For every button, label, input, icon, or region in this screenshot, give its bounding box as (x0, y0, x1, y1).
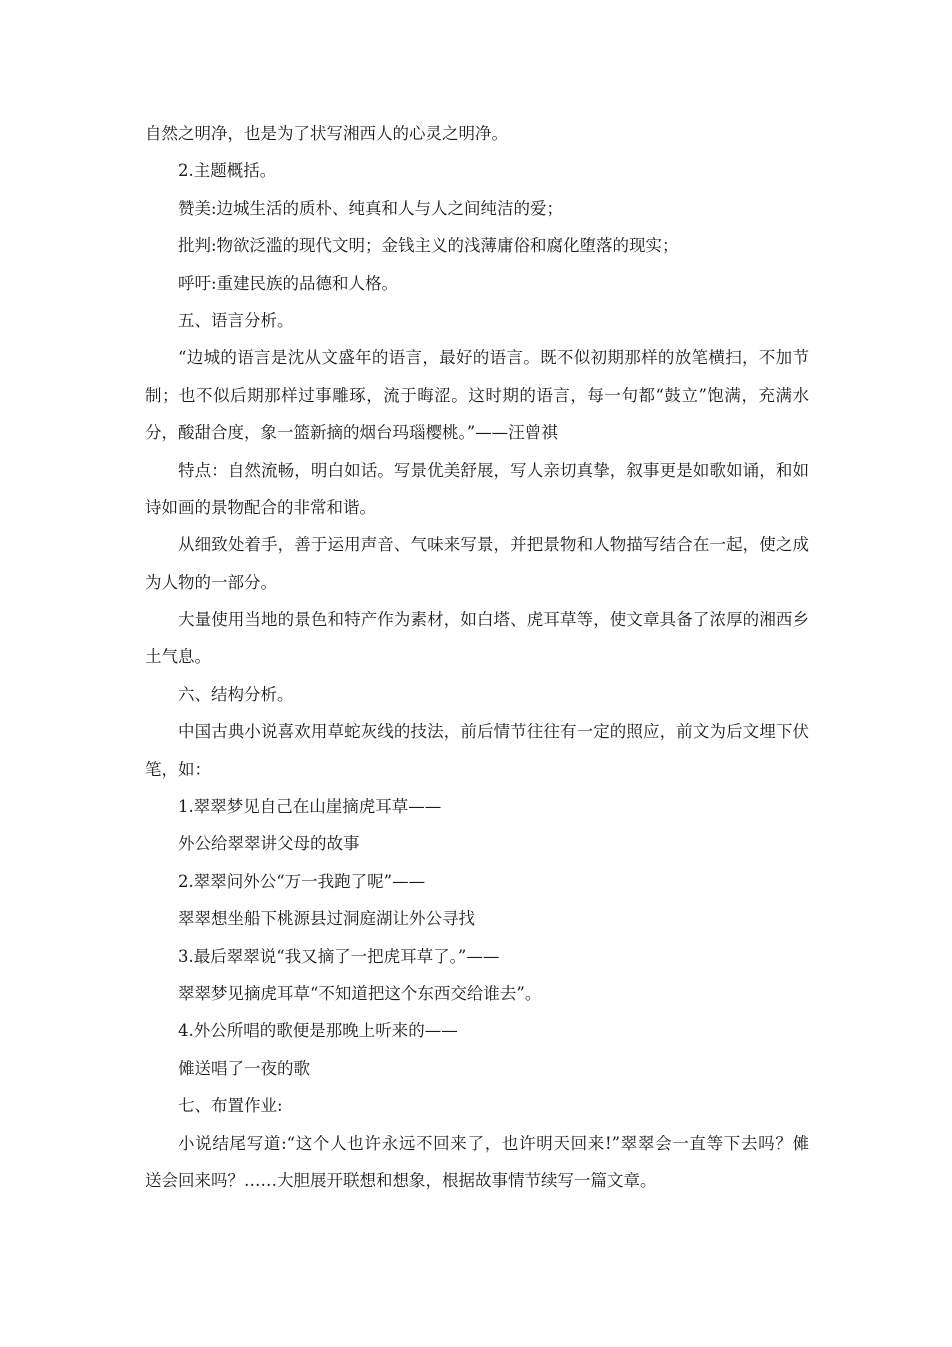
subheading-theme-summary (145, 152, 952, 189)
text-line: “边城的语言是沈从文盛年的语言，最好的语言。既不似初期那样的放笔横扫，不加节 (178, 348, 809, 368)
text-line: 翠翠梦见摘虎耳草“不知道把这个东西交给谁去”。 (178, 983, 542, 1003)
text-line: 从细致处着手，善于运用声音、气味来写景，并把景物和人物描写结合在一起，使之成 (178, 535, 809, 555)
text-line: 3.最后翠翠说“我又摘了一把虎耳草了。”—— (178, 946, 500, 966)
text-line: 制；也不似后期那样过事雕琢，流于晦涩。这时期的语言，每一句都“鼓立”饱满，充满水 (145, 385, 809, 405)
language-feature-details (145, 526, 952, 601)
foreshadowing-item-2 (145, 863, 952, 900)
theme-praise (145, 190, 952, 227)
text-line: 外公给翠翠讲父母的故事 (178, 834, 360, 854)
text-line: 五、语言分析。 (178, 310, 294, 330)
text-line: 4.外公所唱的歌便是那晚上听来的—— (178, 1021, 458, 1041)
foreshadowing-item-3 (145, 938, 952, 975)
text-line: 分，酸甜合度，象一篮新摘的烟台玛瑙樱桃。”——汪曾祺 (145, 423, 558, 443)
text-line: 傩送唱了一夜的歌 (178, 1058, 310, 1078)
homework-prompt (145, 1125, 952, 1200)
text-line: 中国古典小说喜欢用草蛇灰线的技法，前后情节往往有一定的照应，前文为后文埋下伏 (178, 722, 809, 742)
theme-appeal (145, 265, 952, 302)
section-heading-structure-analysis (145, 676, 952, 713)
paragraph-continuation (145, 115, 952, 152)
foreshadowing-echo-2 (145, 900, 952, 937)
foreshadowing-item-1 (145, 788, 952, 825)
theme-criticism (145, 227, 952, 264)
foreshadowing-item-4 (145, 1012, 952, 1049)
text-line: 小说结尾写道:“这个人也许永远不回来了，也许明天回来!”翠翠会一直等下去吗？傩 (178, 1133, 809, 1153)
text-line: 翠翠想坐船下桃源县过洞庭湖让外公寻找 (178, 909, 475, 929)
text-line: 为人物的一部分。 (145, 572, 277, 592)
text-line: 特点：自然流畅，明白如话。写景优美舒展，写人亲切真挚，叙事更是如歌如诵，和如 (178, 460, 809, 480)
text-line: 七、布置作业: (178, 1096, 283, 1116)
language-feature-local-color (145, 601, 952, 676)
text-line: 大量使用当地的景色和特产作为素材，如白塔、虎耳草等，使文章具备了浓厚的湘西乡 (178, 610, 809, 630)
text-line: 2.主题概括。 (178, 161, 277, 181)
quote-wang-zengqi (145, 339, 952, 451)
text-line: 自然之明净，也是为了状写湘西人的心灵之明净。 (145, 124, 508, 143)
text-line: 批判:物欲泛滥的现代文明；金钱主义的浅薄庸俗和腐化堕落的现实； (178, 236, 679, 256)
section-heading-homework (145, 1087, 952, 1124)
foreshadowing-echo-1 (145, 825, 952, 862)
text-line: 呼吁:重建民族的品德和人格。 (178, 273, 399, 293)
foreshadowing-echo-3 (145, 975, 952, 1012)
text-line: 六、结构分析。 (178, 684, 294, 704)
text-line: 2.翠翠问外公“万一我跑了呢”—— (178, 871, 426, 891)
text-line: 送会回来吗？……大胆展开联想和想象，根据故事情节续写一篇文章。 (145, 1170, 657, 1190)
text-line: 1.翠翠梦见自己在山崖摘虎耳草—— (178, 797, 442, 817)
text-line: 诗如画的景物配合的非常和谐。 (145, 497, 376, 517)
foreshadowing-echo-4 (145, 1050, 952, 1087)
text-line: 赞美:边城生活的质朴、纯真和人与人之间纯洁的爱； (178, 198, 564, 218)
structure-intro (145, 713, 952, 788)
language-feature-natural (145, 452, 952, 527)
section-heading-language-analysis (145, 302, 952, 339)
text-line: 土气息。 (145, 647, 211, 667)
text-line: 笔，如： (145, 759, 211, 779)
